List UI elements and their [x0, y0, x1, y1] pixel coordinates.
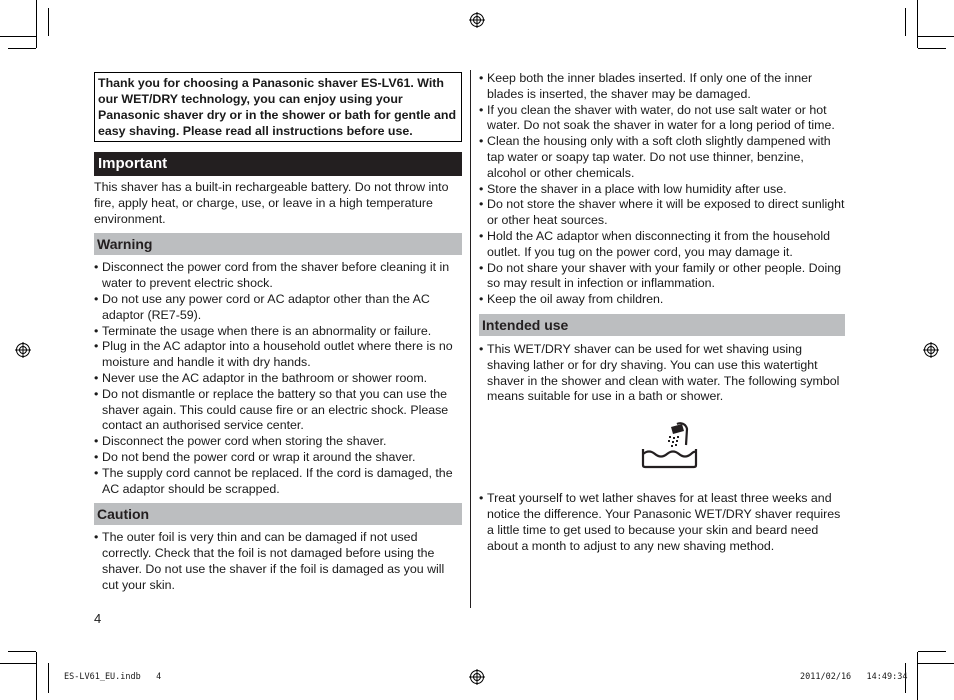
crop-mark	[8, 48, 36, 49]
list-item: • The supply cord cannot be replaced. If the cord is damaged, the AC adaptor should be scrapped.	[94, 466, 462, 498]
crop-mark	[0, 663, 36, 664]
list-item: • Never use the AC adaptor in the bathroom or shower room.	[94, 371, 462, 387]
crop-mark	[918, 663, 954, 664]
list-item: • Do not store the shaver where it will be exposed to direct sunlight or other heat sources.	[479, 197, 845, 229]
footer-file-slug: ES-LV61_EU.indb 4	[64, 672, 162, 682]
list-item: • Do not use any power cord or AC adaptor other than the AC adaptor (RE7-59).	[94, 292, 462, 324]
crop-mark	[918, 651, 946, 652]
intended-use-list-2	[479, 491, 845, 554]
list-item: • Terminate the usage when there is an abnormality or failure.	[94, 324, 462, 340]
right-column	[479, 71, 845, 554]
list-item: • Do not dismantle or replace the battery so that you can use the shaver again. This could cause fire or an electric shock. Please contact an authorised service center.	[94, 387, 462, 434]
list-item: • Disconnect the power cord from the shaver before cleaning it in water to prevent electric shock.	[94, 260, 462, 292]
list-item: • Disconnect the power cord when storing the shaver.	[94, 434, 462, 450]
registration-mark-icon	[469, 12, 485, 28]
list-item: • This WET/DRY shaver can be used for wet shaving using shaving lather or for dry shaving. You can use this watertight shaver in the shower and clean with water. The following symbol means suitable for use in a bath or shower.	[479, 342, 845, 405]
caution-list	[94, 530, 462, 593]
crop-mark	[48, 8, 49, 36]
list-item: • Plug in the AC adaptor into a household outlet where there is no moisture and handle it with dry hands.	[94, 339, 462, 371]
list-item: • Keep the oil away from children.	[479, 292, 845, 308]
left-column	[94, 72, 462, 594]
list-item: • Treat yourself to wet lather shaves for at least three weeks and notice the difference. Your Panasonic WET/DRY shaver requires a little time to get used to because your skin and beard need about a month to adjust to any new shaving method.	[479, 491, 845, 554]
crop-mark	[917, 0, 918, 48]
list-item: • Keep both the inner blades inserted. If only one of the inner blades is inserted, the shaver may be damaged.	[479, 71, 845, 103]
crop-mark	[918, 48, 946, 49]
list-item: • Do not bend the power cord or wrap it around the shaver.	[94, 450, 462, 466]
page-number: 4	[94, 611, 102, 626]
important-heading: Important	[94, 152, 462, 176]
crop-mark	[905, 8, 906, 36]
list-item: • Clean the housing only with a soft cloth slightly dampened with tap water or soapy tap water. Do not use thinner, benzine, alcohol or other chemicals.	[479, 134, 845, 181]
registration-mark-icon	[923, 342, 939, 358]
list-item: • If you clean the shaver with water, do not use salt water or hot water. Do not soak the shaver in water for a long period of time.	[479, 103, 845, 135]
crop-mark	[0, 36, 36, 37]
precautions-list	[479, 71, 845, 308]
list-item: • Hold the AC adaptor when disconnecting it from the household outlet. If you tug on the power cord, you may damage it.	[479, 229, 845, 261]
bath-shower-icon	[641, 421, 699, 469]
list-item: • Do not share your shaver with your family or other people. Doing so may result in infection or inflammation.	[479, 261, 845, 293]
column-divider	[470, 70, 471, 608]
list-item: • The outer foil is very thin and can be damaged if not used correctly. Check that the foil is not damaged before using the shaver. Do not use the shaver if the foil is damaged as you will cut your skin.	[94, 530, 462, 593]
registration-mark-icon	[469, 669, 485, 685]
crop-mark	[917, 652, 918, 700]
crop-mark	[48, 663, 49, 693]
important-text: This shaver has a built-in rechargeable battery. Do not throw into fire, apply heat, or charge, use, or leave in a high temperature environment.	[94, 180, 449, 226]
caution-heading: Caution	[94, 503, 462, 525]
crop-mark	[36, 0, 37, 48]
crop-mark	[36, 652, 37, 700]
intended-use-list	[479, 342, 845, 405]
crop-mark	[8, 651, 36, 652]
crop-mark	[918, 36, 954, 37]
symbol-row	[479, 405, 845, 487]
intended-use-heading: Intended use	[479, 314, 845, 336]
list-item: • Store the shaver in a place with low humidity after use.	[479, 182, 845, 198]
warning-list	[94, 260, 462, 497]
intro-box: Thank you for choosing a Panasonic shaver ES-LV61. With our WET/DRY technology, you can enjoy using your Panasonic shaver dry or in the shower or bath for gentle and easy shaving. Please read all instructions before use.	[94, 72, 462, 142]
registration-mark-icon	[15, 342, 31, 358]
warning-heading: Warning	[94, 233, 462, 255]
footer-datetime-slug: 2011/02/16 14:49:34	[800, 672, 908, 682]
